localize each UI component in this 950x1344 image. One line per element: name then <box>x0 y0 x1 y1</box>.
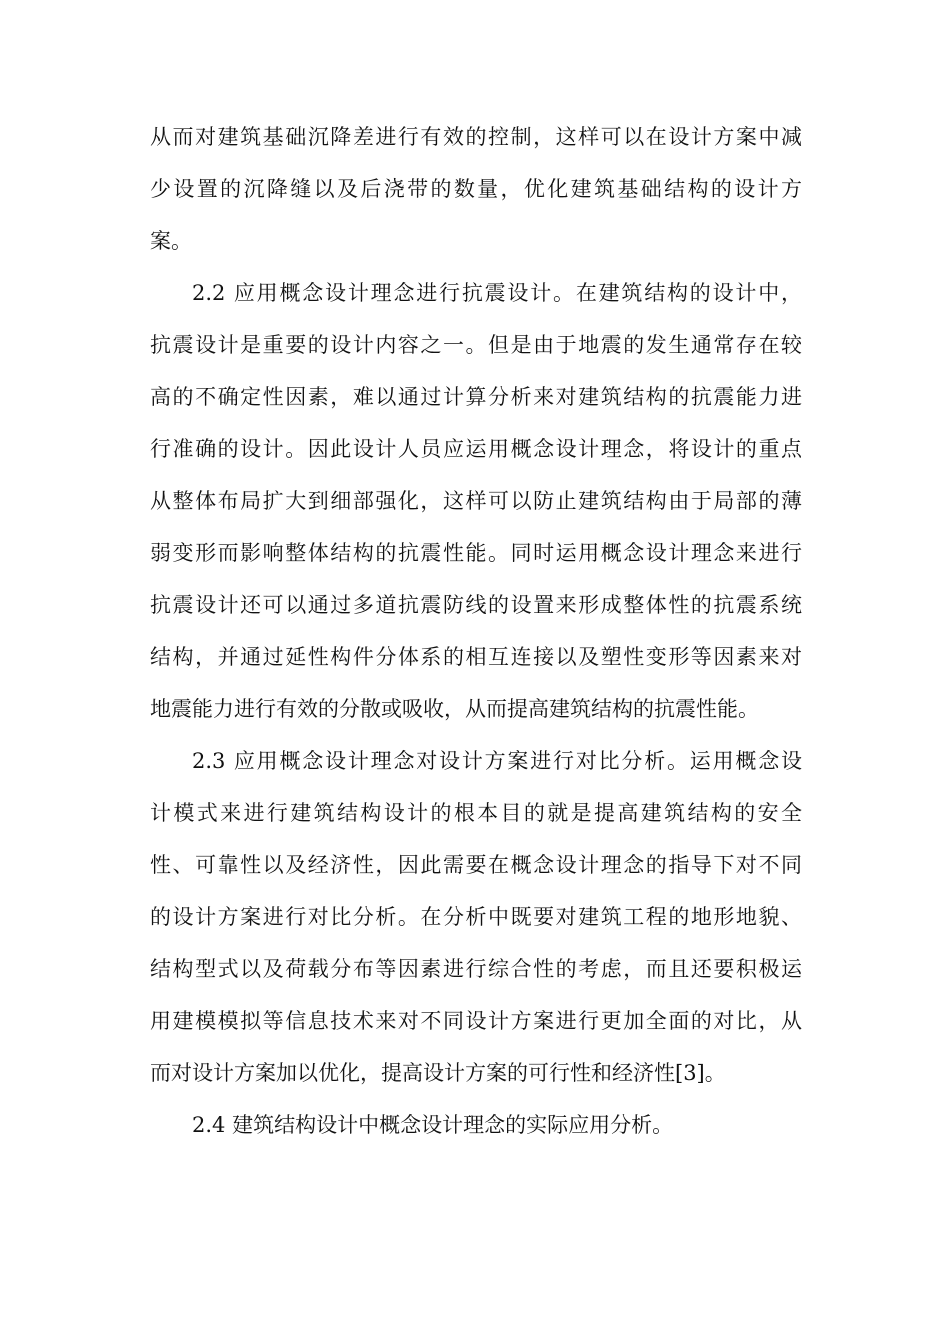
section-heading-line: 2.4 建筑结构设计中概念设计理念的实际应用分析。 <box>192 1113 674 1137</box>
text-line: 从而对建筑基础沉降差进行有效的控制，这样可以在设计方案中减 <box>150 125 802 149</box>
text-line: 弱变形而影响整体结构的抗震性能。同时运用概念设计理念来进行 <box>150 541 802 565</box>
paragraph-section-2-3 <box>150 735 802 1099</box>
text-line: 抗震设计是重要的设计内容之一。但是由于地震的发生通常存在较 <box>150 333 802 357</box>
text-line: 少设置的沉降缝以及后浇带的数量，优化建筑基础结构的设计方 <box>150 177 802 201</box>
text-line: 而对设计方案加以优化，提高设计方案的可行性和经济性[3]。 <box>150 1061 726 1085</box>
text-line: 性、可靠性以及经济性，因此需要在概念设计理念的指导下对不同 <box>150 853 802 877</box>
paragraph-foundation-settlement <box>150 111 802 267</box>
section-heading-line: 2.2 应用概念设计理念进行抗震设计。在建筑结构的设计中， <box>192 281 802 305</box>
document-body <box>150 111 802 1151</box>
text-line: 案。 <box>150 229 192 253</box>
text-line: 行准确的设计。因此设计人员应运用概念设计理念，将设计的重点 <box>150 437 802 461</box>
text-line: 从整体布局扩大到细部强化，这样可以防止建筑结构由于局部的薄 <box>150 489 802 513</box>
text-line: 结构型式以及荷载分布等因素进行综合性的考虑，而且还要积极运 <box>150 957 802 981</box>
text-line: 计模式来进行建筑结构设计的根本目的就是提高建筑结构的安全 <box>150 801 802 825</box>
text-line: 地震能力进行有效的分散或吸收，从而提高建筑结构的抗震性能。 <box>150 697 759 721</box>
paragraph-section-2-2 <box>150 267 802 735</box>
section-heading-line: 2.3 应用概念设计理念对设计方案进行对比分析。运用概念设 <box>192 749 802 773</box>
text-line: 的设计方案进行对比分析。在分析中既要对建筑工程的地形地貌、 <box>150 905 802 929</box>
paragraph-section-2-4 <box>150 1099 802 1151</box>
text-line: 用建模模拟等信息技术来对不同设计方案进行更加全面的对比，从 <box>150 1009 802 1033</box>
text-line: 高的不确定性因素，难以通过计算分析来对建筑结构的抗震能力进 <box>150 385 802 409</box>
text-line: 结构，并通过延性构件分体系的相互连接以及塑性变形等因素来对 <box>150 645 802 669</box>
text-line: 抗震设计还可以通过多道抗震防线的设置来形成整体性的抗震系统 <box>150 593 802 617</box>
